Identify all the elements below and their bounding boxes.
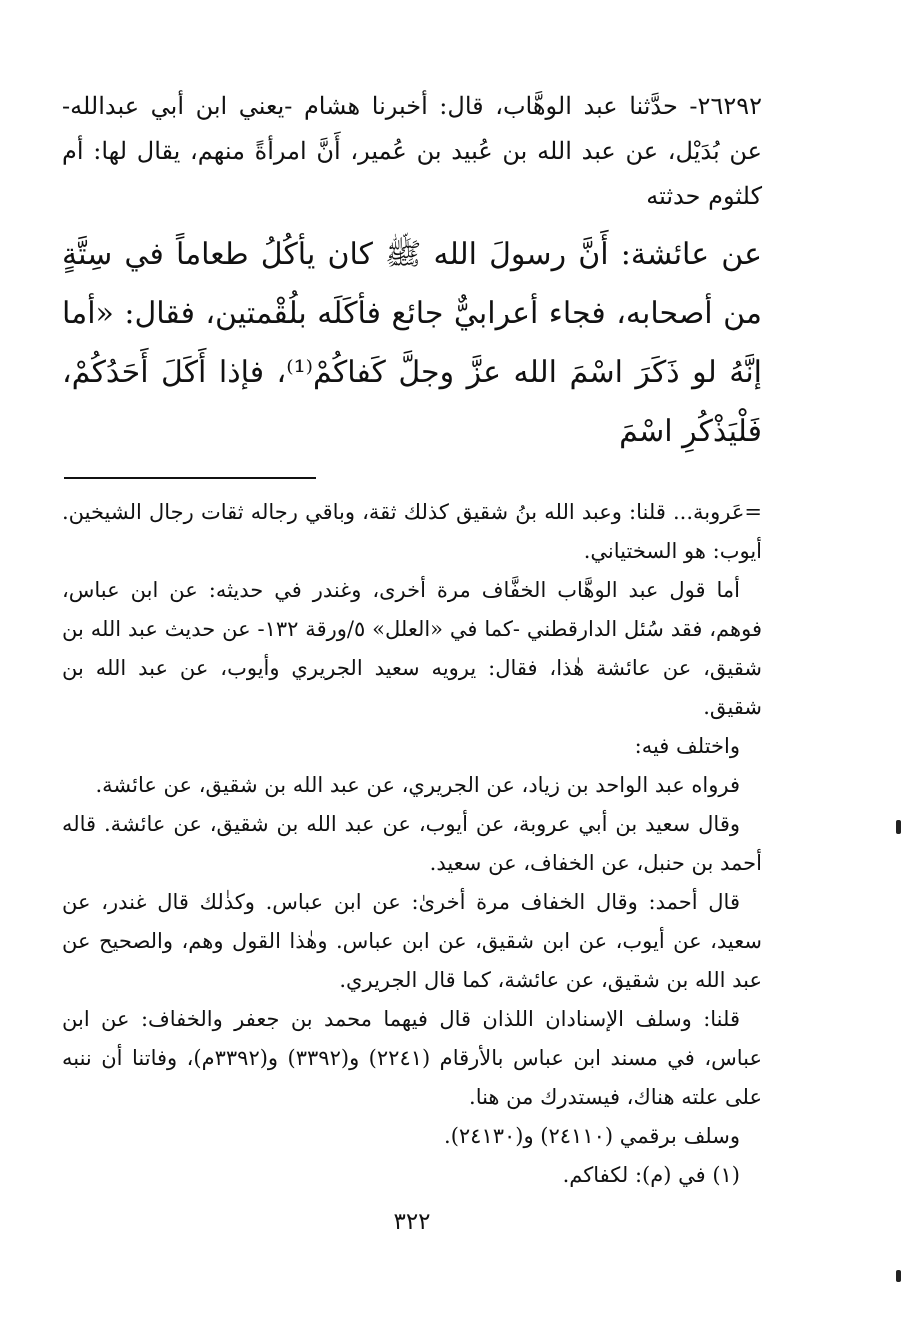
footnote-paragraph: واختلف فيه:	[634, 734, 740, 758]
footnotes	[62, 493, 762, 1195]
footnote-paragraph: فرواه عبد الواحد بن زياد، عن الجريري، عن عبد الله بن شقيق، عن عائشة.	[95, 773, 740, 797]
hadith-isnad: ٢٦٢٩٢- حدَّثنا عبد الوهَّاب، قال: أخبرنا هشام -يعني ابن أبي عبدالله- عن بُدَيْل، عن عبد الله بن عُبيد بن عُمير، أَنَّ امرأةً منهم، يقال لها: أم كلثوم حدثته	[62, 92, 762, 210]
scan-edge-mark	[896, 820, 901, 834]
page-content	[62, 84, 762, 1235]
footnote-paragraph: =عَروبة... قلنا: وعبد الله بنُ شقيق كذلك ثقة، وباقي رجاله ثقات رجال الشيخين. أيوب: هو السختياني.	[62, 500, 762, 563]
footnote-reference: (١) في (م): لكفاكم.	[562, 1163, 740, 1187]
footnote-paragraph: وقال سعيد بن أبي عروبة، عن أيوب، عن عبد الله بن شقيق، عن عائشة. قاله أحمد بن حنبل، عن الخفاف، عن سعيد.	[62, 812, 762, 875]
footnote-paragraph: أما قول عبد الوهَّاب الخفَّاف مرة أخرى، وغندر في حديثه: عن ابن عباس، فوهم، فقد سُئل الدارقطني -كما في «العلل» ٥/ورقة ١٣٢- عن حديث عبد الله بن شقيق، عن عائشة هٰذا، فقال: يرويه سعيد الجريري وأيوب، عن عبد الله بن شقيق.	[62, 578, 762, 719]
footnote-paragraph: قال أحمد: وقال الخفاف مرة أخرىٰ: عن ابن عباس. وكذٰلك قال غندر، عن سعيد، عن أيوب، عن ابن شقيق، عن ابن عباس. وهٰذا القول وهم، والصحيح عن عبد الله بن شقيق، عن عائشة، كما قال الجريري.	[62, 890, 762, 992]
footnote-paragraph: قلنا: وسلف الإسنادان اللذان قال فيهما محمد بن جعفر والخفاف: عن ابن عباس، في مسند ابن عباس بالأرقام (٢٢٤١) و(٣٣٩٢) و(٣٣٩٢م)، وفاتنا أن ننبه على علته هناك، فيستدرك من هنا.	[62, 1007, 763, 1109]
hadith-matn: عن عائشة: أَنَّ رسولَ الله ﷺ كان يأكُلُ طعاماً في سِتَّةٍ من أصحابه، فجاء أعرابيٌّ جائع فأكَلَه بلُقْمتين، فقال: «أما إنَّهُ لو ذَكَرَ اسْمَ الله عزَّ وجلَّ كَفاكُمْ⁽¹⁾، فإذا أَكَلَ أَحَدُكُمْ، فَلْيَذْكُرِ اسْمَ	[62, 237, 762, 449]
footnote-separator	[64, 477, 316, 479]
scan-edge-mark	[896, 1270, 901, 1282]
page-number: ٣٢٢	[393, 1209, 431, 1235]
footnote-separator-wrap	[62, 477, 762, 479]
footnote-paragraph: وسلف برقمي (٢٤١١٠) و(٢٤١٣٠).	[444, 1124, 740, 1148]
